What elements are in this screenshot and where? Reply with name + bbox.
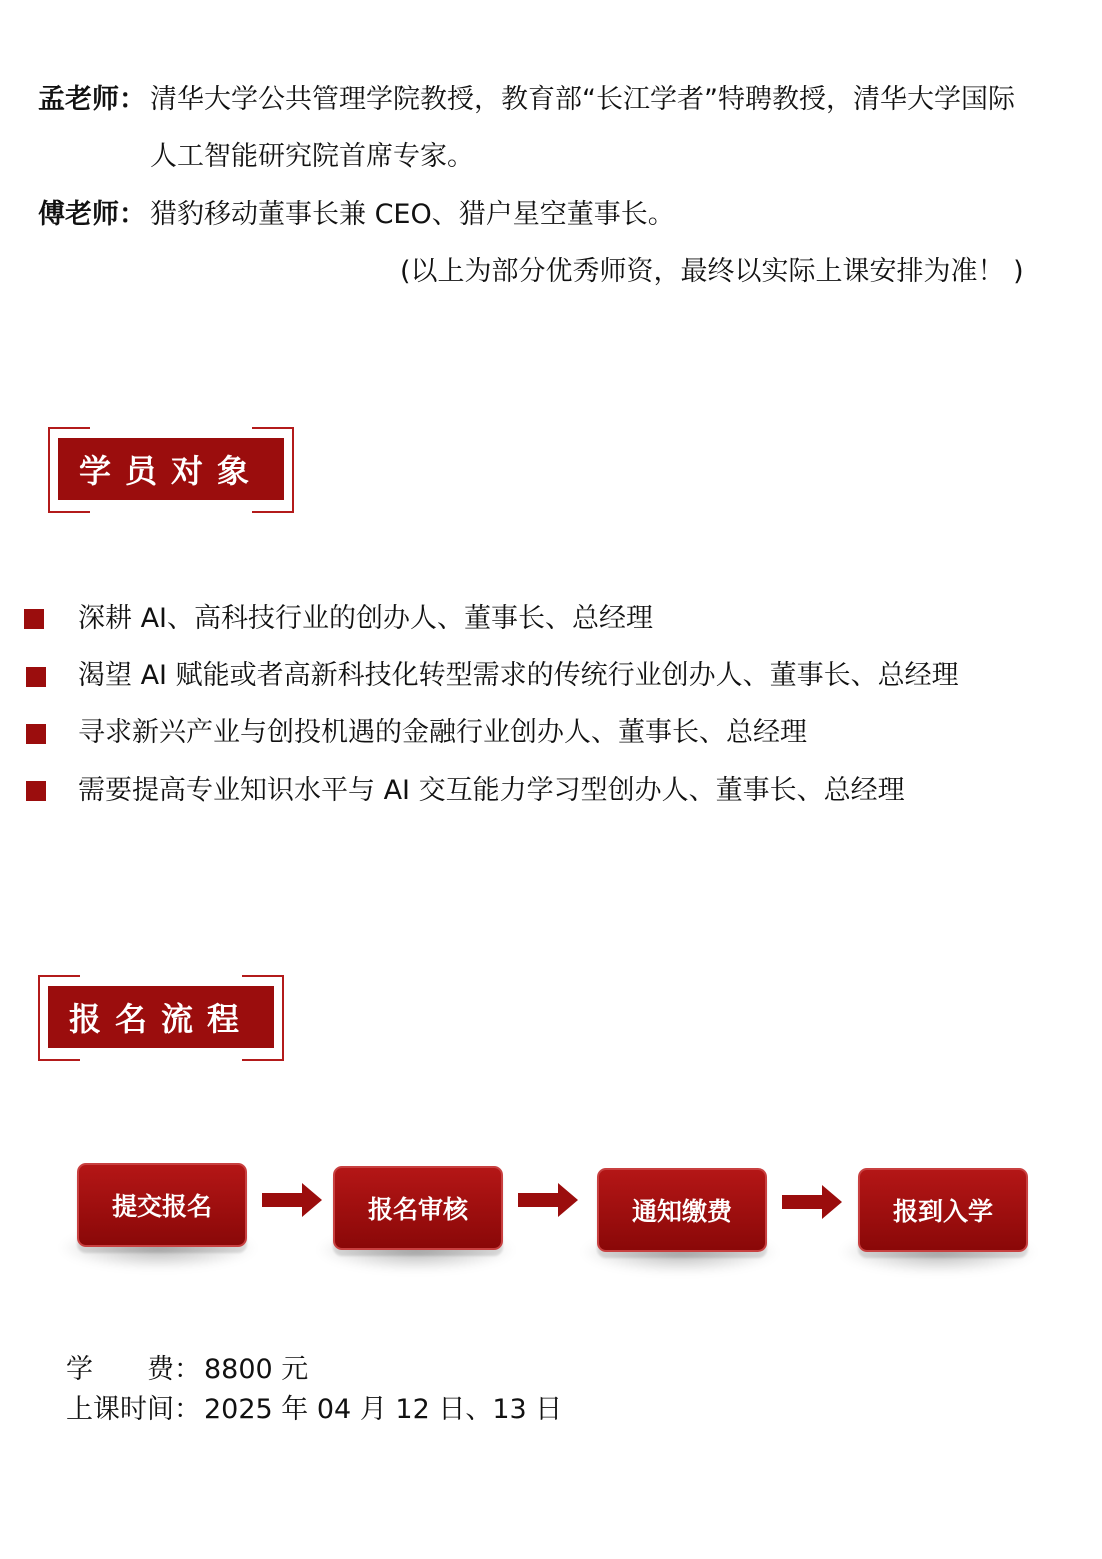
bullet-icon — [24, 609, 44, 629]
schedule-label: 上课时间： — [66, 1394, 201, 1425]
teacher-1-name: 孟老师： — [38, 84, 146, 115]
process-step-payment: 通知缴费 — [597, 1168, 767, 1252]
list-item: 渴望 AI 赋能或者高新科技化转型需求的传统行业创办人、董事长、总经理 — [78, 660, 959, 691]
teachers-note: (以上为部分优秀师资，最终以实际上课安排为准！ ) — [400, 256, 1024, 287]
schedule-value: 2025 年 04 月 12 日、13 日 — [204, 1394, 563, 1425]
section-title-process-text: 报名流程 — [48, 986, 274, 1048]
fee-label: 学 费： — [66, 1354, 201, 1385]
section-title-students — [48, 427, 294, 511]
list-item: 需要提高专业知识水平与 AI 交互能力学习型创办人、董事长、总经理 — [78, 775, 905, 806]
bullet-icon — [26, 724, 46, 744]
section-title-process — [38, 975, 284, 1059]
fee-value: 8800 元 — [204, 1354, 309, 1385]
process-step-review: 报名审核 — [333, 1166, 503, 1250]
list-item: 寻求新兴产业与创投机遇的金融行业创办人、董事长、总经理 — [78, 717, 807, 748]
process-step-enroll: 报到入学 — [858, 1168, 1028, 1252]
teacher-1-desc-line2: 人工智能研究院首席专家。 — [150, 141, 474, 172]
teacher-2-desc: 猎豹移动董事长兼 CEO、猎户星空董事长。 — [150, 199, 675, 230]
teacher-2-name: 傅老师： — [38, 199, 146, 230]
arrow-right-icon — [262, 1183, 322, 1217]
teacher-1-desc-line1: 清华大学公共管理学院教授，教育部“长江学者”特聘教授，清华大学国际 — [150, 84, 1015, 115]
bullet-icon — [26, 667, 46, 687]
process-step-submit: 提交报名 — [77, 1163, 247, 1247]
list-item: 深耕 AI、高科技行业的创办人、董事长、总经理 — [78, 603, 654, 634]
bullet-icon — [26, 781, 46, 801]
arrow-right-icon — [518, 1183, 578, 1217]
section-title-students-text: 学员对象 — [58, 438, 284, 500]
arrow-right-icon — [782, 1185, 842, 1219]
